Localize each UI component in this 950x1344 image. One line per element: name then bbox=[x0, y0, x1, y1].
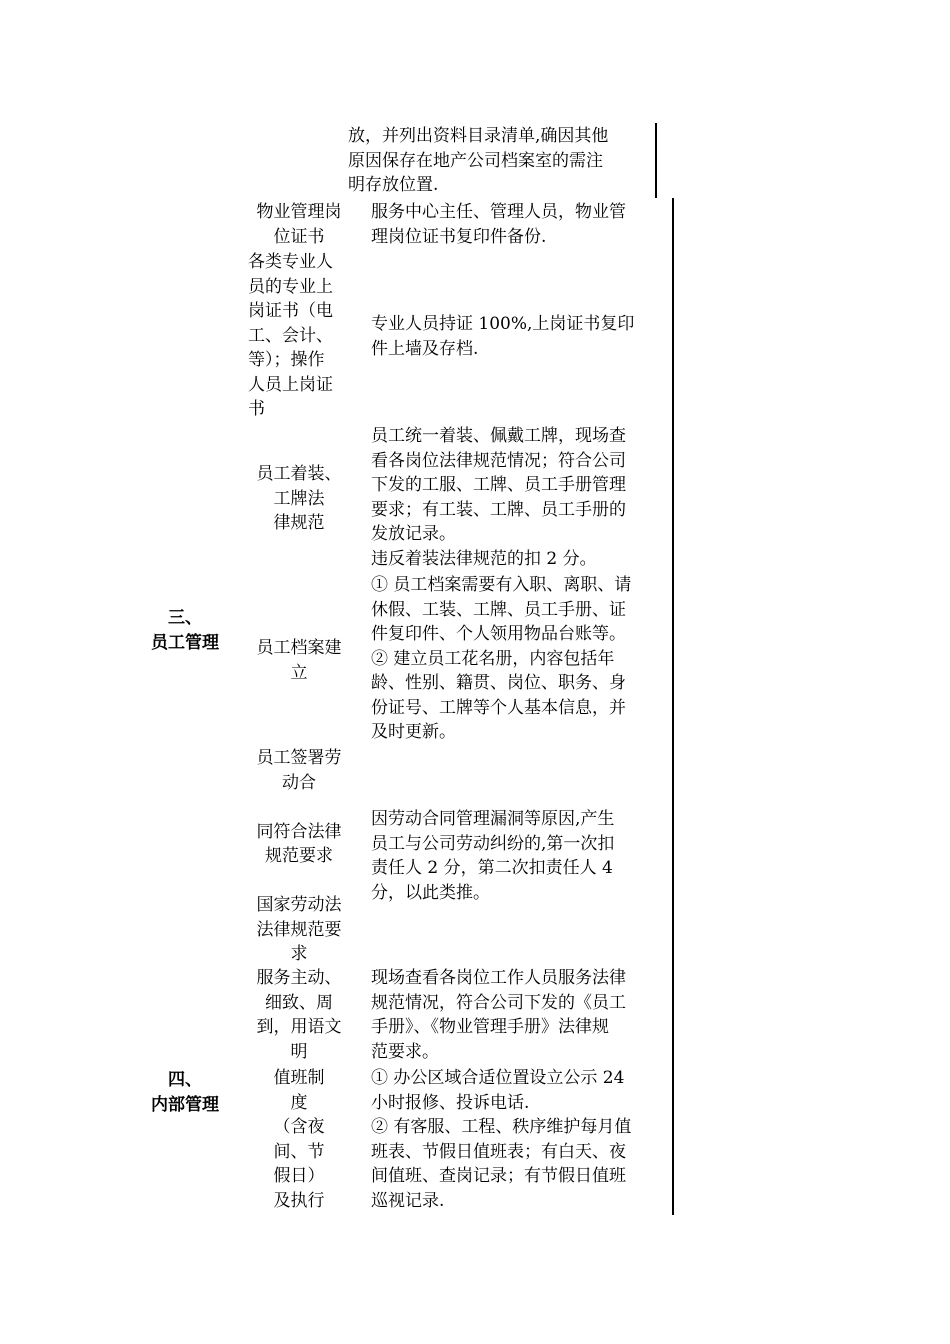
item-description: 服务中心主任、管理人员，物业管 理岗位证书复印件备份. bbox=[371, 202, 626, 247]
item-label: 服务主动、 细致、周 到，用语文 明 bbox=[256, 968, 342, 1062]
item-description: 员工统一着装、佩戴工牌，现场查 看各岗位法律规范情况；符合公司 下发的工服、工牌、员工手册管理 要求；有工装、工牌、员工手册的 发放记录。 违反着装法律规范的扣 2 分。 bbox=[371, 426, 626, 569]
item-label: 各类专业人 员的专业上 岗证书（电 工、会计、 等）；操作 人员上岗证 书 bbox=[248, 252, 333, 419]
table-border-upper bbox=[655, 123, 657, 198]
table-border-right bbox=[672, 198, 674, 1215]
item-description: ① 办公区域合适位置设立公示 24 小时报修、投诉电话. ② 有客服、工程、秩序维护每月值 班表、节假日值班表；有白天、夜 间值班、查岗记录；有节假日值班 巡视记录. bbox=[371, 1068, 632, 1211]
item-label: 员工档案建 立 bbox=[256, 638, 342, 683]
item-label: 物业管理岗 位证书 bbox=[256, 202, 342, 247]
item-description: 因劳动合同管理漏洞等原因,产生 员工与公司劳动纠纷的,第一次扣 责任人 2 分，第二次扣责任人 4 分，以此类推。 bbox=[371, 809, 615, 903]
item-description: 专业人员持证 100%,上岗证书复印 件上墙及存档. bbox=[371, 314, 635, 359]
item-label: 员工签署劳 动合 同符合法律 规范要求 国家劳动法 法律规范要 求 bbox=[256, 748, 342, 964]
section-title: 四、 内部管理 bbox=[151, 1070, 219, 1115]
item-description: 现场查看各岗位工作人员服务法律 规范情况，符合公司下发的《员工 手册》、《物业管理手册》法律规 范要求。 bbox=[371, 968, 626, 1062]
continuation-text: 放，并列出资料目录清单,确因其他 原因保存在地产公司档案室的需注 明存放位置. bbox=[348, 126, 609, 195]
item-label: 值班制 度 （含夜 间、节 假日） 及执行 bbox=[273, 1068, 325, 1211]
item-label: 员工着装、 工牌法 律规范 bbox=[256, 464, 342, 533]
item-description: ① 员工档案需要有入职、离职、请 休假、工装、工牌、员工手册、证 件复印件、个人领用物品台账等。 ② 建立员工花名册，内容包括年 龄、性别、籍贯、岗位、职务、身 份证号、工牌等个人基本信息，并 及时更新。 bbox=[371, 575, 632, 742]
section-title: 三、 员工管理 bbox=[151, 608, 219, 653]
